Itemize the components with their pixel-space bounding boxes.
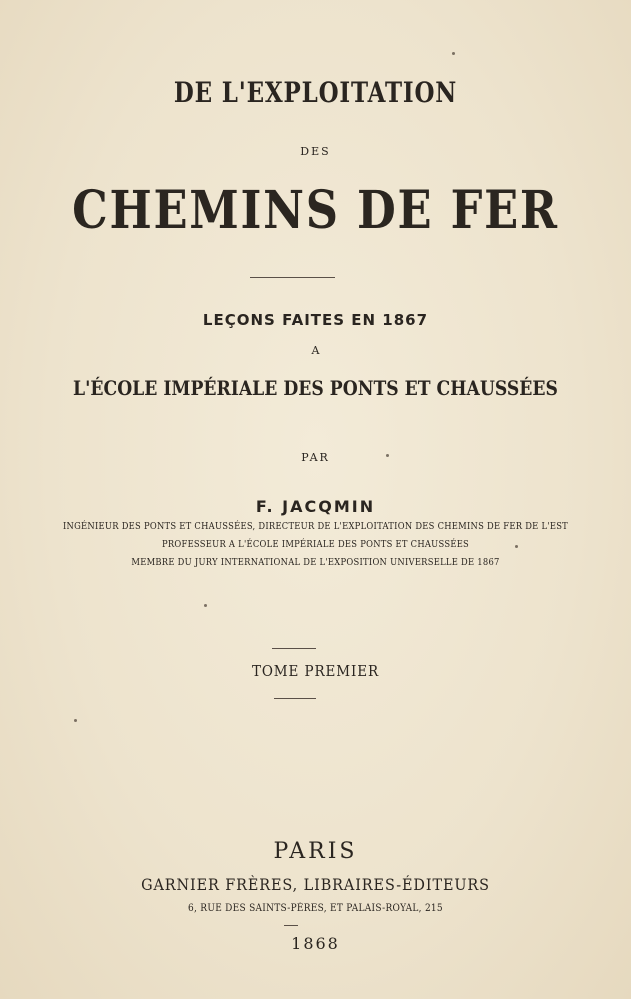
volume-label: TOME PREMIER (251, 662, 380, 680)
paper-speck (386, 454, 389, 457)
preposition-a: A (311, 344, 320, 357)
imprint-year: 1868 (291, 934, 340, 953)
author-credential: PROFESSEUR A L'ÉCOLE IMPÉRIALE DES PONTS ET CHAUSSÉES (161, 539, 470, 550)
paper-speck (452, 52, 455, 55)
author-name: F. JACQMIN (255, 497, 376, 516)
author-credential: MEMBRE DU JURY INTERNATIONAL DE L'EXPOSITION UNIVERSELLE DE 1867 (131, 557, 500, 568)
imprint-city: PARIS (273, 839, 358, 864)
imprint-address: 6, RUE DES SAINTS-PÈRES, ET PALAIS-ROYAL, 215 (188, 903, 443, 914)
divider-rule (250, 277, 335, 278)
ecole-line: L'ÉCOLE IMPÉRIALE DES PONTS ET CHAUSSÉES (73, 376, 558, 400)
paper-speck (515, 545, 518, 548)
paper-speck (74, 719, 77, 722)
paper-speck (204, 604, 207, 607)
title-line-1: DE L'EXPLOITATION (173, 76, 458, 109)
divider-rule (274, 698, 316, 699)
title-connector: DES (300, 145, 331, 158)
imprint-publisher: GARNIER FRÈRES, LIBRAIRES-ÉDITEURS (141, 875, 490, 894)
par-line: PAR (301, 451, 330, 464)
author-credential: INGÉNIEUR DES PONTS ET CHAUSSÉES, DIRECTEUR DE L'EXPLOITATION DES CHEMINS DE FER DE L'EST (62, 521, 569, 532)
lecons-line: LEÇONS FAITES EN 1867 (202, 311, 429, 329)
main-title: CHEMINS DE FER (72, 180, 559, 241)
divider-rule (284, 925, 298, 926)
divider-rule (272, 648, 316, 649)
